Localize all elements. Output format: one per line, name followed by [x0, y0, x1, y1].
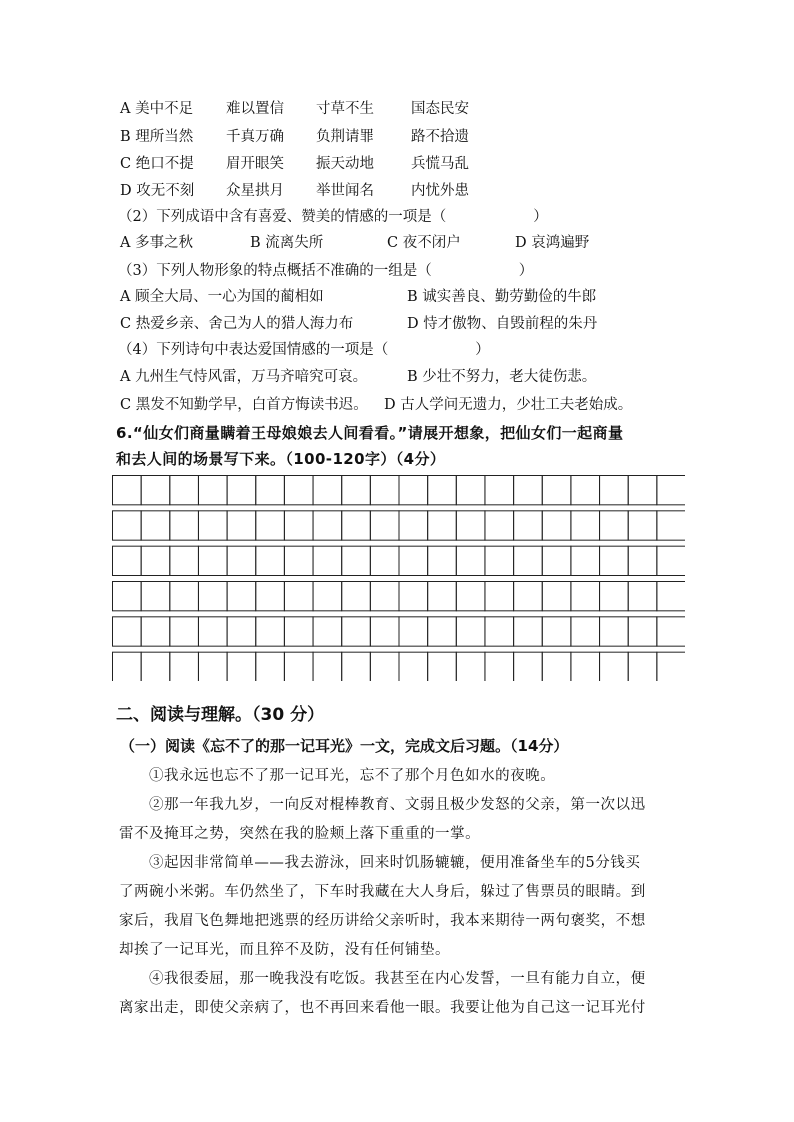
- grid-cell[interactable]: [313, 476, 342, 505]
- grid-cell[interactable]: [571, 582, 600, 611]
- grid-cell[interactable]: [227, 511, 256, 540]
- passage-line: ①我永远也忘不了那一记耳光，忘不了那个月色如水的夜晚。: [149, 768, 556, 784]
- grid-cell[interactable]: [113, 582, 142, 611]
- grid-cell[interactable]: [456, 652, 485, 681]
- grid-cell[interactable]: [514, 511, 543, 540]
- question-5-3-options-row1: [120, 288, 596, 306]
- idiom: 兵慌马乱: [411, 156, 469, 172]
- grid-cell[interactable]: [256, 511, 285, 540]
- grid-cell[interactable]: [313, 546, 342, 575]
- grid-cell[interactable]: [542, 511, 571, 540]
- grid-cell[interactable]: [428, 582, 457, 611]
- passage-line: 离家出走，即使父亲病了，也不再回来看他一眼。我要让他为自己这一记耳光付: [119, 1000, 646, 1016]
- grid-cell[interactable]: [600, 617, 629, 646]
- grid-cell[interactable]: [113, 617, 142, 646]
- question-5-2-options: [120, 234, 589, 252]
- reading-1-title: （一）阅读《忘不了的那一记耳光》一文，完成文后习题。（14分）: [120, 737, 569, 755]
- grid-cell[interactable]: [399, 546, 428, 575]
- grid-cell[interactable]: [141, 511, 170, 540]
- grid-cell[interactable]: [198, 652, 227, 681]
- grid-cell[interactable]: [227, 582, 256, 611]
- passage-line: 却挨了一记耳光，而且猝不及防，没有任何铺垫。: [119, 942, 451, 958]
- grid-cell[interactable]: [141, 476, 170, 505]
- grid-cell[interactable]: [399, 511, 428, 540]
- grid-cell[interactable]: [227, 652, 256, 681]
- grid-cell[interactable]: [628, 652, 657, 681]
- option-row-b: [120, 128, 469, 146]
- option-letter-idiom: C 绝口不提: [120, 156, 194, 172]
- option-a: A 多事之秋: [120, 235, 194, 251]
- idiom: 负荆请罪: [316, 129, 374, 145]
- grid-cell[interactable]: [657, 546, 685, 575]
- grid-cell[interactable]: [370, 511, 399, 540]
- grid-cell[interactable]: [456, 546, 485, 575]
- option-d: D 哀鸿遍野: [515, 235, 590, 251]
- option-d: D 恃才傲物、自毁前程的朱丹: [407, 316, 598, 332]
- option-row-d: [120, 182, 469, 200]
- grid-cell[interactable]: [571, 617, 600, 646]
- grid-cell[interactable]: [342, 652, 371, 681]
- grid-cell[interactable]: [313, 617, 342, 646]
- grid-cell[interactable]: [370, 546, 399, 575]
- grid-cell[interactable]: [657, 511, 685, 540]
- question-6-line2: 和去人间的场景写下来。（100-120字）（4分）: [116, 450, 446, 468]
- grid-cell[interactable]: [514, 582, 543, 611]
- question-5-3-options-row2: [120, 315, 597, 333]
- grid-cell[interactable]: [657, 652, 685, 681]
- grid-cell[interactable]: [170, 476, 199, 505]
- option-b: B 流离失所: [250, 235, 324, 251]
- passage-line: 雷不及掩耳之势，突然在我的脸颊上落下重重的一掌。: [119, 826, 481, 842]
- grid-cell[interactable]: [342, 511, 371, 540]
- grid-cell[interactable]: [113, 511, 142, 540]
- grid-cell[interactable]: [542, 476, 571, 505]
- option-letter-idiom: D 攻无不刻: [120, 183, 195, 199]
- grid-cell[interactable]: [227, 476, 256, 505]
- grid-cell[interactable]: [170, 582, 199, 611]
- passage-line: 了两碗小米粥。车仍然坐了，下车时我藏在大人身后，躲过了售票员的眼睛。到: [119, 884, 646, 900]
- grid-cell[interactable]: [657, 476, 685, 505]
- grid-cell[interactable]: [600, 476, 629, 505]
- option-b: B 诚实善良、勤劳勤俭的牛郎: [407, 289, 597, 305]
- grid-cell[interactable]: [170, 546, 199, 575]
- question-5-3-stem: （3）下列人物形象的特点概括不准确的一组是（ ）: [118, 263, 534, 279]
- grid-cell[interactable]: [628, 511, 657, 540]
- grid-cell[interactable]: [514, 652, 543, 681]
- grid-cell[interactable]: [456, 476, 485, 505]
- grid-cell[interactable]: [399, 582, 428, 611]
- grid-cell[interactable]: [514, 476, 543, 505]
- section-2-title: 二、阅读与理解。（30 分）: [116, 705, 325, 725]
- grid-cell[interactable]: [284, 652, 313, 681]
- grid-cell[interactable]: [342, 582, 371, 611]
- option-b: B 少壮不努力，老大徒伤悲。: [407, 369, 597, 385]
- grid-cell[interactable]: [198, 511, 227, 540]
- question-5-4-options-row2: [120, 396, 632, 414]
- grid-cell[interactable]: [284, 511, 313, 540]
- grid-cell[interactable]: [456, 511, 485, 540]
- grid-cell[interactable]: [370, 476, 399, 505]
- idiom: 内忧外患: [411, 183, 469, 199]
- writing-grid-svg: [112, 475, 685, 681]
- grid-cell[interactable]: [141, 617, 170, 646]
- idiom: 众星拱月: [226, 183, 284, 199]
- option-c: C 夜不闭户: [387, 235, 461, 251]
- grid-cell[interactable]: [256, 652, 285, 681]
- idiom: 眉开眼笑: [226, 156, 284, 172]
- grid-cell[interactable]: [571, 476, 600, 505]
- question-5-2-stem: （2）下列成语中含有喜爱、赞美的情感的一项是（ ）: [118, 209, 548, 225]
- grid-cell[interactable]: [456, 617, 485, 646]
- grid-cell[interactable]: [198, 582, 227, 611]
- grid-cell[interactable]: [485, 617, 514, 646]
- grid-cell[interactable]: [313, 652, 342, 681]
- grid-cell[interactable]: [284, 546, 313, 575]
- grid-cell[interactable]: [113, 652, 142, 681]
- grid-cell[interactable]: [284, 476, 313, 505]
- grid-cell[interactable]: [399, 476, 428, 505]
- option-d: D 古人学问无遗力，少壮工夫老始成。: [384, 397, 633, 413]
- grid-cell[interactable]: [428, 546, 457, 575]
- grid-cell[interactable]: [198, 476, 227, 505]
- grid-cell[interactable]: [485, 511, 514, 540]
- grid-cell[interactable]: [628, 476, 657, 505]
- grid-cell[interactable]: [571, 511, 600, 540]
- grid-cell[interactable]: [542, 617, 571, 646]
- idiom: 难以置信: [226, 101, 284, 117]
- grid-cell[interactable]: [113, 476, 142, 505]
- grid-cell[interactable]: [370, 617, 399, 646]
- grid-cell[interactable]: [399, 617, 428, 646]
- grid-cell[interactable]: [198, 546, 227, 575]
- grid-cell[interactable]: [256, 476, 285, 505]
- grid-cell[interactable]: [600, 582, 629, 611]
- grid-cell[interactable]: [170, 652, 199, 681]
- grid-cell[interactable]: [628, 546, 657, 575]
- grid-cell[interactable]: [170, 511, 199, 540]
- grid-cell[interactable]: [141, 582, 170, 611]
- grid-cell[interactable]: [428, 476, 457, 505]
- grid-cell[interactable]: [428, 511, 457, 540]
- grid-cell[interactable]: [571, 652, 600, 681]
- grid-cell[interactable]: [485, 476, 514, 505]
- grid-cell[interactable]: [198, 617, 227, 646]
- grid-cell[interactable]: [227, 617, 256, 646]
- option-c: C 黑发不知勤学早，白首方悔读书迟。: [120, 397, 368, 413]
- grid-cell[interactable]: [342, 476, 371, 505]
- grid-cell[interactable]: [227, 546, 256, 575]
- idiom: 千真万确: [226, 129, 284, 145]
- grid-cell[interactable]: [456, 582, 485, 611]
- grid-cell[interactable]: [342, 546, 371, 575]
- option-a: A 顾全大局、一心为国的蔺相如: [120, 289, 324, 305]
- grid-cell[interactable]: [628, 582, 657, 611]
- question-6-line1: 6.“仙女们商量瞒着王母娘娘去人间看看。”请展开想象，把仙女们一起商量: [116, 424, 624, 442]
- grid-cell[interactable]: [542, 652, 571, 681]
- grid-cell[interactable]: [284, 582, 313, 611]
- grid-cell[interactable]: [628, 617, 657, 646]
- grid-cell[interactable]: [600, 546, 629, 575]
- grid-cell[interactable]: [657, 582, 685, 611]
- grid-cell[interactable]: [170, 617, 199, 646]
- passage-line: ③起因非常简单——我去游泳，回来时饥肠辘辘，便用准备坐车的5分钱买: [149, 855, 641, 871]
- grid-cell[interactable]: [514, 546, 543, 575]
- grid-cell[interactable]: [428, 617, 457, 646]
- grid-cell[interactable]: [284, 617, 313, 646]
- grid-cell[interactable]: [313, 511, 342, 540]
- option-a: A 九州生气恃风雷，万马齐喑究可哀。: [120, 369, 368, 385]
- passage-line: ④我很委屈，那一晚我没有吃饭。我甚至在内心发誓，一旦有能力自立，便: [149, 971, 646, 987]
- writing-grid[interactable]: [112, 475, 685, 681]
- grid-cell[interactable]: [256, 546, 285, 575]
- grid-cell[interactable]: [256, 582, 285, 611]
- grid-cell[interactable]: [113, 546, 142, 575]
- passage-line: 家后，我眉飞色舞地把逃票的经历讲给父亲听时，我本来期待一两句褒奖，不想: [119, 913, 646, 929]
- grid-cell[interactable]: [313, 582, 342, 611]
- grid-cell[interactable]: [485, 652, 514, 681]
- option-row-a: [120, 100, 469, 118]
- grid-cell[interactable]: [600, 652, 629, 681]
- idiom: 国态民安: [411, 101, 469, 117]
- passage-line: ②那一年我九岁，一向反对棍棒教育、文弱且极少发怒的父亲，第一次以迅: [149, 797, 646, 813]
- idiom: 寸草不生: [316, 101, 374, 117]
- option-c: C 热爱乡亲、舍己为人的猎人海力布: [120, 316, 354, 332]
- grid-cell[interactable]: [370, 582, 399, 611]
- grid-cell[interactable]: [370, 652, 399, 681]
- option-letter-idiom: A 美中不足: [120, 101, 194, 117]
- question-5-4-stem: （4）下列诗句中表达爱国情感的一项是（ ）: [118, 342, 490, 358]
- grid-cell[interactable]: [600, 511, 629, 540]
- grid-cell[interactable]: [141, 652, 170, 681]
- grid-cell[interactable]: [399, 652, 428, 681]
- question-5-4-options-row1: [120, 368, 596, 386]
- grid-cell[interactable]: [485, 582, 514, 611]
- grid-cell[interactable]: [542, 582, 571, 611]
- grid-cell[interactable]: [428, 652, 457, 681]
- grid-cell[interactable]: [657, 617, 685, 646]
- grid-cell[interactable]: [342, 617, 371, 646]
- idiom: 举世闻名: [316, 183, 374, 199]
- grid-cell[interactable]: [571, 546, 600, 575]
- option-row-c: [120, 155, 469, 173]
- idiom: 路不拾遗: [411, 129, 469, 145]
- grid-cell[interactable]: [485, 546, 514, 575]
- grid-cell[interactable]: [542, 546, 571, 575]
- grid-cell[interactable]: [514, 617, 543, 646]
- grid-cell[interactable]: [256, 617, 285, 646]
- idiom: 振天动地: [316, 156, 374, 172]
- grid-cell[interactable]: [141, 546, 170, 575]
- option-letter-idiom: B 理所当然: [120, 129, 194, 145]
